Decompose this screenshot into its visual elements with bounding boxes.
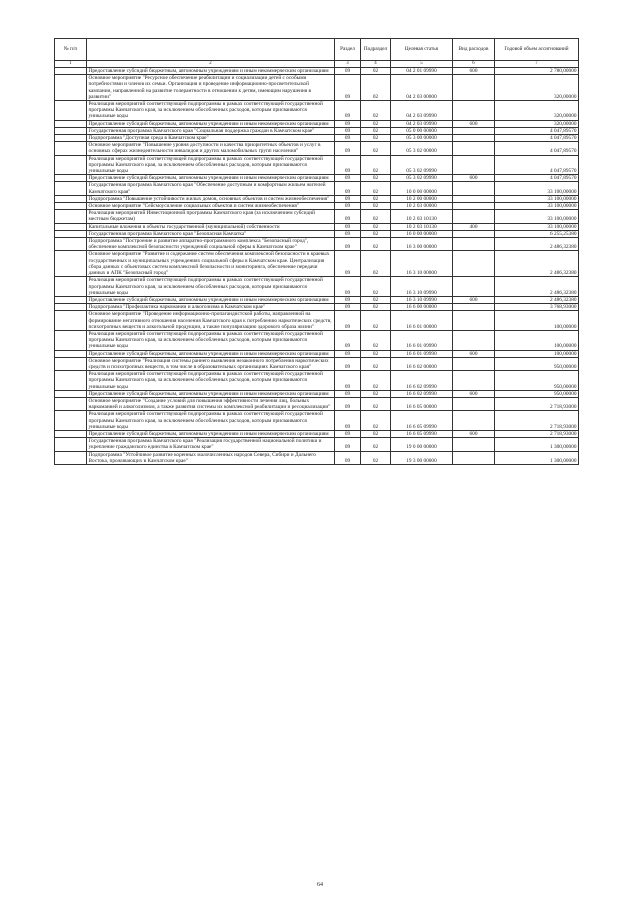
row-target-article-cell: 10 0 00 00000 <box>391 182 453 195</box>
row-expense-type-cell: 600 <box>453 430 495 437</box>
row-target-article-cell: 05 3 00 00000 <box>391 135 453 142</box>
row-target-article-cell: 04 2 03 09990 <box>391 120 453 127</box>
row-target-article-cell: 16 6 01 09990 <box>391 330 453 350</box>
row-name-cell: Предоставление субсидий бюджетным, автономным учреждениям и иным некоммерческим организациям <box>87 296 335 303</box>
row-razdel-cell: 09 <box>335 230 361 237</box>
row-podrazdel-cell: 02 <box>361 230 391 237</box>
row-name-cell: Предоставление субсидий бюджетным, автономным учреждениям и иным некоммерческим организациям <box>87 350 335 357</box>
table-row <box>55 411 579 431</box>
table-row <box>55 438 579 451</box>
row-podrazdel-cell: 02 <box>361 371 391 391</box>
row-podrazdel-cell: 02 <box>361 330 391 350</box>
row-amount-cell: 2 718,93000 <box>495 411 579 431</box>
table-row <box>55 311 579 331</box>
row-expense-type-cell <box>453 203 495 210</box>
column-number: 6 <box>453 61 495 68</box>
row-number-cell <box>55 311 87 331</box>
row-podrazdel-cell: 02 <box>361 350 391 357</box>
row-number-cell <box>55 203 87 210</box>
row-podrazdel-cell: 02 <box>361 127 391 134</box>
row-razdel-cell: 09 <box>335 357 361 370</box>
row-name-cell: Реализация мероприятий Инвестиционной программы Камчатского края (за исключением субсидий местным бюджетам) <box>87 210 335 223</box>
table-row <box>55 357 579 370</box>
table-row <box>55 68 579 75</box>
row-expense-type-cell <box>453 101 495 121</box>
row-name-cell: Предоставление субсидий бюджетным, автономным учреждениям и иным некоммерческим организациям <box>87 430 335 437</box>
row-name-cell: Подпрограмма "Построение и развитие аппаратно-программного комплекса "Безопасный город", обеспечение комплексной безопасности учреждений социальной сферы в Камчатском крае" <box>87 238 335 251</box>
row-amount-cell: 4 047,89570 <box>495 155 579 175</box>
row-expense-type-cell <box>453 127 495 134</box>
row-amount-cell: 2 486,32380 <box>495 251 579 277</box>
row-razdel-cell: 09 <box>335 142 361 155</box>
table-row <box>55 101 579 121</box>
row-number-cell <box>55 142 87 155</box>
table-row <box>55 142 579 155</box>
row-name-cell: Предоставление субсидий бюджетным, автономным учреждениям и иным некоммерческим организациям <box>87 175 335 182</box>
row-razdel-cell: 09 <box>335 311 361 331</box>
row-razdel-cell: 09 <box>335 451 361 464</box>
row-name-cell: Основное мероприятие "Сейсмоусиление социальных объектов и систем жизнеобеспечения" <box>87 203 335 210</box>
row-target-article-cell: 05 3 02 00000 <box>391 142 453 155</box>
row-amount-cell: 950,00000 <box>495 371 579 391</box>
row-name-cell: Предоставление субсидий бюджетным, автономным учреждениям и иным некоммерческим организациям <box>87 68 335 75</box>
row-razdel-cell: 09 <box>335 251 361 277</box>
row-razdel-cell: 09 <box>335 277 361 297</box>
table-body <box>55 68 579 465</box>
row-amount-cell: 2 486,32380 <box>495 238 579 251</box>
row-target-article-cell: 16 6 05 09990 <box>391 411 453 431</box>
row-podrazdel-cell: 02 <box>361 75 391 101</box>
row-razdel-cell: 09 <box>335 390 361 397</box>
row-number-cell <box>55 101 87 121</box>
row-target-article-cell: 16 3 10 09990 <box>391 277 453 297</box>
row-expense-type-cell <box>453 210 495 223</box>
row-podrazdel-cell: 02 <box>361 397 391 410</box>
row-number-cell <box>55 411 87 431</box>
column-number: 1 <box>55 61 87 68</box>
row-razdel-cell: 09 <box>335 430 361 437</box>
row-podrazdel-cell: 02 <box>361 175 391 182</box>
row-number-cell <box>55 135 87 142</box>
row-expense-type-cell: 400 <box>453 223 495 230</box>
table-row <box>55 371 579 391</box>
row-number-cell <box>55 75 87 101</box>
row-amount-cell: 6 255,25380 <box>495 230 579 237</box>
row-number-cell <box>55 251 87 277</box>
row-amount-cell: 4 047,89570 <box>495 135 579 142</box>
row-razdel-cell: 09 <box>335 304 361 311</box>
row-number-cell <box>55 357 87 370</box>
table-row <box>55 210 579 223</box>
row-name-cell: Государственная программа Камчатского края "Безопасная Камчатка" <box>87 230 335 237</box>
row-expense-type-cell <box>453 277 495 297</box>
row-name-cell: Государственная программа Камчатского края "Реализация государственной национальной политики и укрепление гражданского единства в Камчатском крае" <box>87 438 335 451</box>
row-amount-cell: 4 047,89570 <box>495 127 579 134</box>
table-row <box>55 238 579 251</box>
row-name-cell: Основное мероприятие "Ресурсное обеспечение реабилитации и социализации детей с особыми потребностями и членов их семьи. Организация и проведение информационно-просветительской кампании, направленной на развитие толерантности в отношении к детям, имеющим нарушения в развитии" <box>87 75 335 101</box>
table-row <box>55 195 579 202</box>
row-target-article-cell: 04 2 01 09990 <box>391 68 453 75</box>
row-expense-type-cell: 600 <box>453 350 495 357</box>
row-target-article-cell: 10 2 03 00000 <box>391 203 453 210</box>
row-expense-type-cell <box>453 75 495 101</box>
row-razdel-cell: 09 <box>335 135 361 142</box>
row-podrazdel-cell: 02 <box>361 251 391 277</box>
row-amount-cell: 33 100,00000 <box>495 182 579 195</box>
table-row <box>55 251 579 277</box>
row-podrazdel-cell: 02 <box>361 277 391 297</box>
row-amount-cell: 1 300,00000 <box>495 438 579 451</box>
row-razdel-cell: 09 <box>335 195 361 202</box>
row-number-cell <box>55 330 87 350</box>
row-target-article-cell: 16 6 02 00000 <box>391 357 453 370</box>
row-name-cell: Реализация мероприятий соответствующей подпрограммы в рамках соответствующей государственной программы Камчатского края, за исключением обособленных расходов, которым присваиваются уникальные коды <box>87 371 335 391</box>
table-row <box>55 350 579 357</box>
row-target-article-cell: 16 0 00 00000 <box>391 230 453 237</box>
row-razdel-cell: 09 <box>335 438 361 451</box>
row-expense-type-cell <box>453 238 495 251</box>
row-name-cell: Подпрограмма "Устойчивое развитие коренных малочисленных народов Севера, Сибири и Дальнего Востока, проживающих в Камчатском крае" <box>87 451 335 464</box>
row-podrazdel-cell: 02 <box>361 155 391 175</box>
row-razdel-cell: 09 <box>335 120 361 127</box>
row-razdel-cell: 09 <box>335 350 361 357</box>
row-expense-type-cell <box>453 311 495 331</box>
row-amount-cell: 2 486,32380 <box>495 277 579 297</box>
row-name-cell: Реализация мероприятий соответствующей подпрограммы в рамках соответствующей государственной программы Камчатского края, за исключением обособленных расходов, которым присваиваются уникальные коды <box>87 411 335 431</box>
row-target-article-cell: 16 3 00 00000 <box>391 238 453 251</box>
row-podrazdel-cell: 02 <box>361 311 391 331</box>
row-podrazdel-cell: 02 <box>361 195 391 202</box>
table-row <box>55 182 579 195</box>
table-row <box>55 203 579 210</box>
row-podrazdel-cell: 02 <box>361 210 391 223</box>
row-amount-cell: 1 300,00000 <box>495 451 579 464</box>
row-razdel-cell: 09 <box>335 155 361 175</box>
row-number-cell <box>55 238 87 251</box>
row-amount-cell: 320,00000 <box>495 120 579 127</box>
row-target-article-cell: 16 6 02 09990 <box>391 390 453 397</box>
row-amount-cell: 33 100,00000 <box>495 203 579 210</box>
table-row <box>55 304 579 311</box>
row-target-article-cell: 16 3 10 00000 <box>391 251 453 277</box>
row-expense-type-cell <box>453 451 495 464</box>
row-amount-cell: 33 100,00000 <box>495 223 579 230</box>
row-razdel-cell: 09 <box>335 411 361 431</box>
row-target-article-cell: 10 2 03 10130 <box>391 223 453 230</box>
header-row <box>55 39 579 61</box>
table-row <box>55 75 579 101</box>
table-row <box>55 451 579 464</box>
row-expense-type-cell: 600 <box>453 296 495 303</box>
row-expense-type-cell: 600 <box>453 390 495 397</box>
row-number-cell <box>55 195 87 202</box>
row-razdel-cell: 09 <box>335 330 361 350</box>
header-name <box>87 39 335 61</box>
row-podrazdel-cell: 02 <box>361 438 391 451</box>
row-expense-type-cell <box>453 304 495 311</box>
row-name-cell: Основное мероприятие "Проведение информационно-пропагандистской работы, направленной на формирование негативного отношения населения Камчатского края к потреблению наркотических средств, психотропных веществ и алкогольной продукции, а также популяризацию здорового образа жизни" <box>87 311 335 331</box>
row-amount-cell: 100,00000 <box>495 311 579 331</box>
row-podrazdel-cell: 02 <box>361 390 391 397</box>
row-target-article-cell: 16 6 05 09990 <box>391 430 453 437</box>
row-number-cell <box>55 182 87 195</box>
row-razdel-cell: 09 <box>335 397 361 410</box>
row-amount-cell: 2 718,93000 <box>495 397 579 410</box>
table-row <box>55 127 579 134</box>
column-number: 3 <box>335 61 361 68</box>
row-podrazdel-cell: 02 <box>361 120 391 127</box>
table-row <box>55 155 579 175</box>
row-expense-type-cell <box>453 135 495 142</box>
row-name-cell: Подпрограмма "Профилактика наркомании и алкоголизма в Камчатском крае" <box>87 304 335 311</box>
row-name-cell: Государственная программа Камчатского края "Социальная поддержка граждан в Камчатском крае" <box>87 127 335 134</box>
header-expense-type: Вид расходов <box>453 39 495 61</box>
row-target-article-cell: 04 2 03 09990 <box>391 101 453 121</box>
row-amount-cell: 2 718,93000 <box>495 430 579 437</box>
row-amount-cell: 2 486,32380 <box>495 296 579 303</box>
row-target-article-cell: 16 6 00 00000 <box>391 304 453 311</box>
row-podrazdel-cell: 02 <box>361 142 391 155</box>
row-target-article-cell: 05 0 00 00000 <box>391 127 453 134</box>
table-row <box>55 175 579 182</box>
row-podrazdel-cell: 02 <box>361 101 391 121</box>
row-expense-type-cell <box>453 438 495 451</box>
row-expense-type-cell <box>453 142 495 155</box>
row-number-cell <box>55 155 87 175</box>
row-name-cell: Предоставление субсидий бюджетным, автономным учреждениям и иным некоммерческим организациям <box>87 390 335 397</box>
table-row <box>55 230 579 237</box>
row-amount-cell: 100,00000 <box>495 350 579 357</box>
row-razdel-cell: 09 <box>335 101 361 121</box>
row-number-cell <box>55 430 87 437</box>
row-number-cell <box>55 451 87 464</box>
row-amount-cell: 4 047,89570 <box>495 175 579 182</box>
row-target-article-cell: 05 3 02 09990 <box>391 155 453 175</box>
table-row <box>55 277 579 297</box>
row-amount-cell: 33 100,00000 <box>495 195 579 202</box>
table-row <box>55 135 579 142</box>
row-podrazdel-cell: 02 <box>361 451 391 464</box>
row-podrazdel-cell: 02 <box>361 296 391 303</box>
row-number-cell <box>55 223 87 230</box>
row-number-cell <box>55 296 87 303</box>
row-expense-type-cell <box>453 251 495 277</box>
row-razdel-cell: 09 <box>335 182 361 195</box>
row-target-article-cell: 16 6 01 00000 <box>391 311 453 331</box>
row-expense-type-cell: 600 <box>453 120 495 127</box>
row-expense-type-cell: 600 <box>453 68 495 75</box>
table-row <box>55 120 579 127</box>
page-number: 64 <box>317 882 323 888</box>
row-razdel-cell: 09 <box>335 371 361 391</box>
row-number-cell <box>55 68 87 75</box>
row-expense-type-cell <box>453 195 495 202</box>
row-number-cell <box>55 350 87 357</box>
row-razdel-cell: 09 <box>335 223 361 230</box>
row-amount-cell: 950,00000 <box>495 390 579 397</box>
row-number-cell <box>55 210 87 223</box>
row-amount-cell: 320,00000 <box>495 101 579 121</box>
row-amount-cell: 3 768,93000 <box>495 304 579 311</box>
header-annual-amount: Годовой объем ассигнований <box>495 39 579 61</box>
row-number-cell <box>55 120 87 127</box>
column-number: 2 <box>87 61 335 68</box>
row-expense-type-cell <box>453 411 495 431</box>
row-razdel-cell: 09 <box>335 238 361 251</box>
column-number: 7 <box>495 61 579 68</box>
row-target-article-cell: 10 2 00 00000 <box>391 195 453 202</box>
row-razdel-cell: 09 <box>335 75 361 101</box>
row-amount-cell: 4 047,89570 <box>495 142 579 155</box>
row-expense-type-cell <box>453 230 495 237</box>
row-expense-type-cell <box>453 397 495 410</box>
row-number-cell <box>55 304 87 311</box>
row-podrazdel-cell: 02 <box>361 223 391 230</box>
row-target-article-cell: 16 6 01 09990 <box>391 350 453 357</box>
row-podrazdel-cell: 02 <box>361 203 391 210</box>
row-target-article-cell: 19 3 00 00000 <box>391 451 453 464</box>
header-podrazdel: Подраздел <box>361 39 391 61</box>
row-number-cell <box>55 438 87 451</box>
row-name-cell: Реализация мероприятий соответствующей подпрограммы в рамках соответствующей государственной программы Камчатского края, за исключением обособленных расходов, которым присваиваются уникальные коды <box>87 277 335 297</box>
row-razdel-cell: 09 <box>335 210 361 223</box>
table-row <box>55 390 579 397</box>
row-razdel-cell: 09 <box>335 68 361 75</box>
row-number-cell <box>55 390 87 397</box>
row-amount-cell: 2 780,00000 <box>495 68 579 75</box>
row-target-article-cell: 19 0 00 00000 <box>391 438 453 451</box>
row-name-cell: Основное мероприятие "Повышение уровня доступности и качества приоритетных объектов и услуг в основных сферах жизнедеятельности инвалидов и других маломобильных групп населения" <box>87 142 335 155</box>
row-razdel-cell: 09 <box>335 127 361 134</box>
row-amount-cell: 950,00000 <box>495 357 579 370</box>
row-expense-type-cell <box>453 155 495 175</box>
row-target-article-cell: 16 6 05 00000 <box>391 397 453 410</box>
row-podrazdel-cell: 02 <box>361 357 391 370</box>
row-name-cell: Государственная программа Камчатского края "Обеспечение доступным и комфортным жильем жителей Камчатского края" <box>87 182 335 195</box>
row-amount-cell: 320,00000 <box>495 75 579 101</box>
table-row <box>55 330 579 350</box>
row-number-cell <box>55 127 87 134</box>
row-name-cell: Реализация мероприятий соответствующей подпрограммы в рамках соответствующей государственной программы Камчатского края, за исключением обособленных расходов, которым присваиваются уникальные коды <box>87 101 335 121</box>
row-name-cell: Подпрограмма "Повышение устойчивости жилых домов, основных объектов и систем жизнеобеспечения" <box>87 195 335 202</box>
row-name-cell: Реализация мероприятий соответствующей подпрограммы в рамках соответствующей государственной программы Камчатского края, за исключением обособленных расходов, которым присваиваются уникальные коды <box>87 155 335 175</box>
header-razdel: Раздел <box>335 39 361 61</box>
table-row <box>55 397 579 410</box>
row-target-article-cell: 04 2 03 00000 <box>391 75 453 101</box>
budget-table <box>54 38 579 465</box>
row-number-cell <box>55 277 87 297</box>
row-name-cell: Реализация мероприятий соответствующей подпрограммы в рамках соответствующей государственной программы Камчатского края, за исключением обособленных расходов, которым присваиваются уникальные коды <box>87 330 335 350</box>
header-number: № п/п <box>55 39 87 61</box>
row-razdel-cell: 09 <box>335 175 361 182</box>
row-target-article-cell: 16 3 10 09990 <box>391 296 453 303</box>
row-name-cell: Основное мероприятие "Развитие и содержание систем обеспечения комплексной безопасности в краевых государственных и муниципальных учреждениях социальной сферы в Камчатском крае. Централизация сбора данных с объектовых систем комплексной безопасности и мониторинга, обеспечение передачи данных в АПК "Безопасный город" <box>87 251 335 277</box>
row-razdel-cell: 09 <box>335 203 361 210</box>
row-podrazdel-cell: 02 <box>361 135 391 142</box>
column-number-row <box>55 61 579 68</box>
table-row <box>55 223 579 230</box>
row-podrazdel-cell: 02 <box>361 304 391 311</box>
column-number: 5 <box>391 61 453 68</box>
row-podrazdel-cell: 02 <box>361 430 391 437</box>
row-podrazdel-cell: 02 <box>361 68 391 75</box>
row-target-article-cell: 10 2 03 10130 <box>391 210 453 223</box>
row-expense-type-cell <box>453 182 495 195</box>
row-number-cell <box>55 371 87 391</box>
row-expense-type-cell: 600 <box>453 175 495 182</box>
row-number-cell <box>55 397 87 410</box>
row-target-article-cell: 16 6 02 09990 <box>391 371 453 391</box>
row-number-cell <box>55 230 87 237</box>
row-podrazdel-cell: 02 <box>361 238 391 251</box>
row-razdel-cell: 09 <box>335 296 361 303</box>
table-row <box>55 296 579 303</box>
row-amount-cell: 33 100,00000 <box>495 210 579 223</box>
row-target-article-cell: 05 3 02 09990 <box>391 175 453 182</box>
row-expense-type-cell <box>453 330 495 350</box>
header-target-article: Целевая статья <box>391 39 453 61</box>
row-name-cell: Подпрограмма "Доступная среда в Камчатском крае" <box>87 135 335 142</box>
column-number: 4 <box>361 61 391 68</box>
row-number-cell <box>55 175 87 182</box>
row-name-cell: Основное мероприятие "Реализация системы раннего выявления незаконного потребления наркотических средств и психотропных веществ, в том числе в образовательных организациях Камчатского края" <box>87 357 335 370</box>
row-amount-cell: 100,00000 <box>495 330 579 350</box>
table-row <box>55 430 579 437</box>
row-name-cell: Капитальные вложения в объекты государственной (муниципальной) собственности <box>87 223 335 230</box>
row-expense-type-cell <box>453 357 495 370</box>
row-name-cell: Предоставление субсидий бюджетным, автономным учреждениям и иным некоммерческим организациям <box>87 120 335 127</box>
row-expense-type-cell <box>453 371 495 391</box>
row-podrazdel-cell: 02 <box>361 411 391 431</box>
row-podrazdel-cell: 02 <box>361 182 391 195</box>
row-name-cell: Основное мероприятие "Создание условий для повышения эффективности лечения лиц, больных наркоманией и алкоголизмом, а также развития системы их комплексной реабилитации и ресоциализации" <box>87 397 335 410</box>
